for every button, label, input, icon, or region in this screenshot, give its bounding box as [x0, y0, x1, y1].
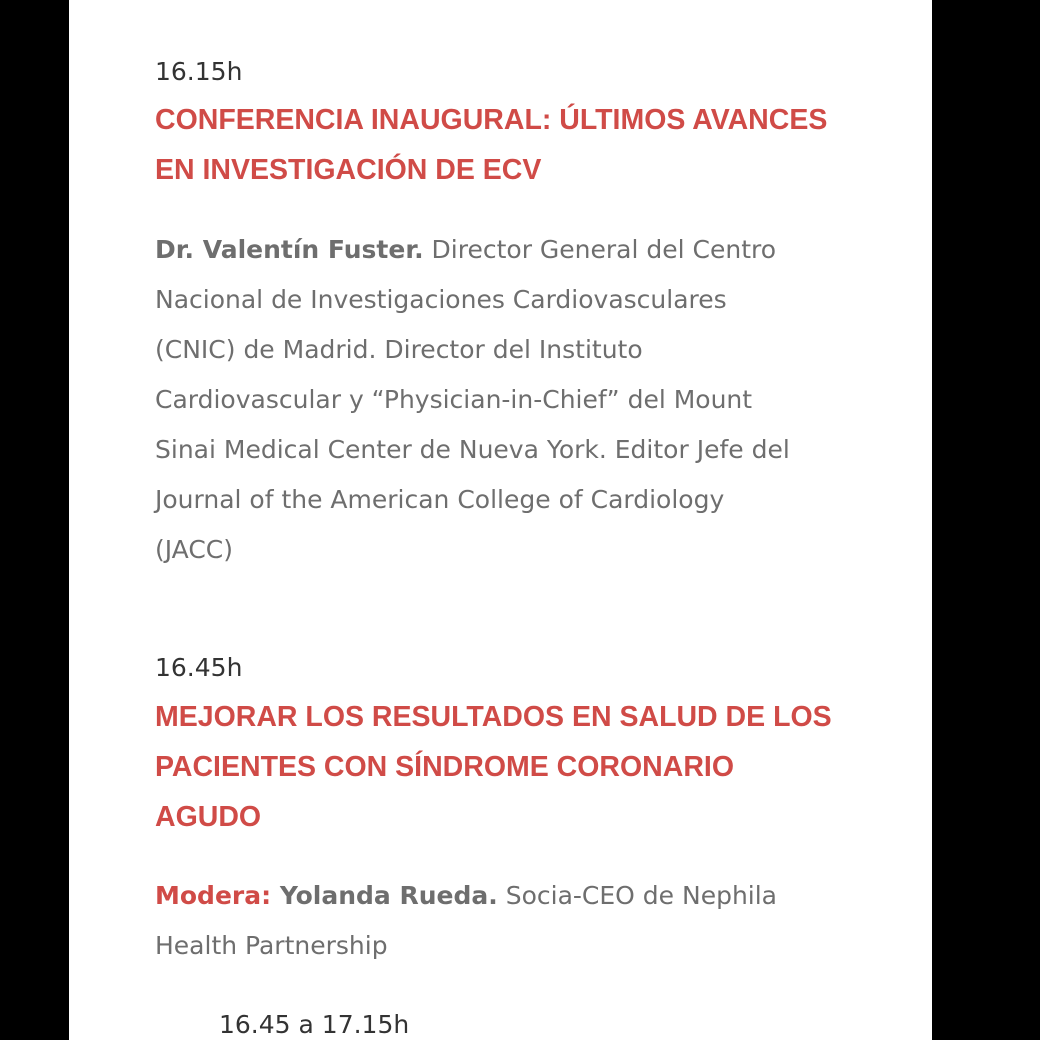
session-title-line: MEJORAR LOS RESULTADOS EN SALUD DE LOS: [155, 701, 832, 733]
subsession-time: 16.45 a 17.15h: [219, 1010, 410, 1039]
session-title-line: CONFERENCIA INAUGURAL: ÚLTIMOS AVANCES: [155, 104, 828, 136]
agenda-content: [69, 0, 932, 1040]
speaker-bio-line: Journal of the American College of Cardiology: [155, 485, 725, 514]
speaker-bio-line: (CNIC) de Madrid. Director del Instituto: [155, 335, 643, 364]
moderator-line: [155, 871, 777, 921]
speaker-bio-line: Cardiovascular y “Physician-in-Chief” del Mount: [155, 385, 753, 414]
session-title-line: EN INVESTIGACIÓN DE ECV: [155, 154, 542, 186]
moderator-label: Modera:: [155, 881, 272, 910]
speaker-bio-text: Director General del Centro: [423, 235, 777, 264]
session-title: [155, 692, 832, 842]
speaker-bio: [155, 225, 790, 575]
speaker-bio-line: (JACC): [155, 535, 234, 564]
session-time: 16.45h: [155, 653, 243, 682]
session-time: 16.15h: [155, 57, 243, 86]
speaker-name: Dr. Valentín Fuster.: [155, 235, 424, 264]
session-title-line: AGUDO: [155, 801, 262, 833]
speaker-bio-line: Nacional de Investigaciones Cardiovasculares: [155, 285, 727, 314]
moderator-name: Yolanda Rueda.: [271, 881, 498, 910]
session-title-line: PACIENTES CON SÍNDROME CORONARIO: [155, 751, 735, 783]
moderator-info: [155, 871, 777, 971]
moderator-line: Health Partnership: [155, 931, 388, 960]
speaker-bio-line: Sinai Medical Center de Nueva York. Editor Jefe del: [155, 435, 790, 464]
moderator-text: Socia-CEO de Nephila: [497, 881, 778, 910]
speaker-bio-line: [155, 225, 790, 275]
session-title: [155, 95, 827, 195]
